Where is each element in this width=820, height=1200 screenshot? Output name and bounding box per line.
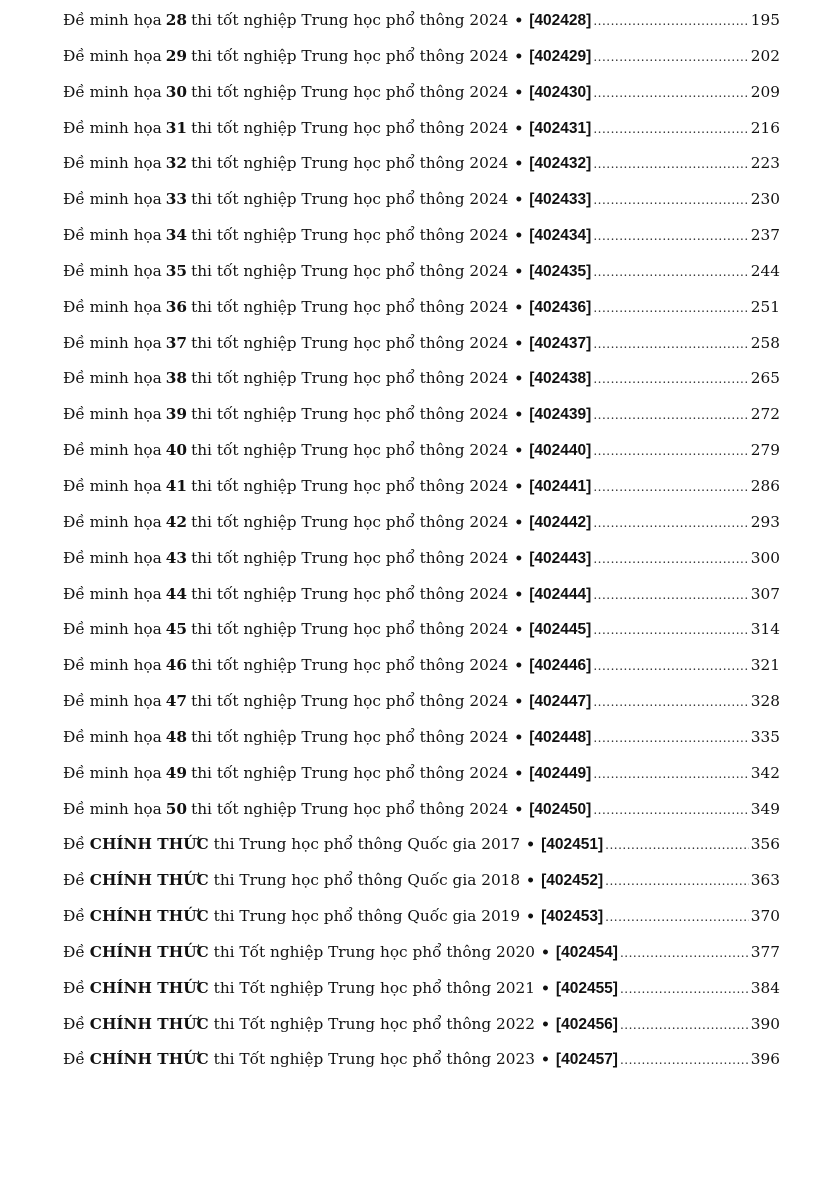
toc-entry-number: 49 <box>165 763 188 782</box>
dot-leader <box>593 45 748 70</box>
toc-entry[interactable] <box>63 689 780 725</box>
toc-entry-code: [402446] <box>529 657 592 675</box>
toc-entry-code: [402456] <box>555 1015 618 1033</box>
toc-entry[interactable] <box>63 116 780 152</box>
dot-leader <box>593 332 748 357</box>
toc-entry-number: CHÍNH THỨC <box>89 907 209 926</box>
dot-leader <box>593 9 748 34</box>
toc-entry-number: 30 <box>165 82 188 101</box>
toc-entry[interactable] <box>63 653 780 689</box>
toc-entry-code: [402441] <box>529 477 592 495</box>
toc-entry-prefix: Đề minh họa <box>63 656 162 675</box>
toc-entry-page: 390 <box>750 1014 780 1033</box>
toc-entry-title: thi tốt nghiệp Trung học phổ thông 2024 <box>191 763 509 782</box>
toc-entry-code: [402454] <box>555 943 618 961</box>
toc-entry-code: [402445] <box>529 621 592 639</box>
toc-entry-code: [402435] <box>529 262 592 280</box>
toc-entry-title: thi tốt nghiệp Trung học phổ thông 2024 <box>191 441 509 460</box>
toc-entry-code: [402455] <box>555 979 618 997</box>
dot-leader <box>593 152 748 177</box>
toc-entry-code: [402447] <box>529 693 592 711</box>
bullet-separator: • <box>514 407 524 424</box>
toc-entry-prefix: Đề minh họa <box>63 297 162 316</box>
toc-entry-prefix: Đề <box>63 907 85 926</box>
dot-leader <box>593 475 748 500</box>
bullet-separator: • <box>514 192 524 209</box>
toc-entry-code: [402432] <box>529 155 592 173</box>
toc-entry-prefix: Đề minh họa <box>63 476 162 495</box>
toc-entry-code: [402439] <box>529 406 592 424</box>
toc-entry-number: 41 <box>165 476 188 495</box>
toc-entry-page: 279 <box>750 441 780 460</box>
toc-entry-number: 37 <box>165 333 188 352</box>
toc-entry-prefix: Đề minh họa <box>63 226 162 245</box>
toc-entry[interactable] <box>63 366 780 402</box>
dot-leader <box>620 1013 749 1038</box>
toc-entry[interactable] <box>63 474 780 510</box>
toc-entry[interactable] <box>63 582 780 618</box>
toc-entry-number: CHÍNH THỨC <box>89 942 209 961</box>
toc-entry-code: [402453] <box>541 908 604 926</box>
toc-entry-number: 48 <box>165 727 188 746</box>
toc-entry[interactable] <box>63 1012 780 1048</box>
toc-entry-title: thi tốt nghiệp Trung học phổ thông 2024 <box>191 46 509 65</box>
dot-leader <box>593 188 748 213</box>
toc-entry[interactable] <box>63 617 780 653</box>
bullet-separator: • <box>514 443 524 460</box>
toc-entry-page: 216 <box>750 118 780 137</box>
toc-entry[interactable] <box>63 223 780 259</box>
toc-entry-prefix: Đề minh họa <box>63 620 162 639</box>
toc-entry-page: 342 <box>750 763 780 782</box>
toc-entry-code: [402428] <box>529 12 592 29</box>
toc-entry-page: 321 <box>750 656 780 675</box>
toc-entry-number: 39 <box>165 405 188 424</box>
toc-entry-prefix: Đề minh họa <box>63 190 162 209</box>
toc-entry-title: thi Trung học phổ thông Quốc gia 2018 <box>213 871 521 890</box>
dot-leader <box>593 762 748 787</box>
toc-entry-title: thi Tốt nghiệp Trung học phổ thông 2020 <box>213 942 535 961</box>
bullet-separator: • <box>514 550 524 567</box>
toc-entry-prefix: Đề minh họa <box>63 727 162 746</box>
toc-entry-title: thi tốt nghiệp Trung học phổ thông 2024 <box>191 620 509 639</box>
toc-entry-title: thi tốt nghiệp Trung học phổ thông 2024 <box>191 476 509 495</box>
toc-entry-code: [402431] <box>529 119 592 137</box>
toc-entry-code: [402437] <box>529 334 592 352</box>
toc-entry-code: [402451] <box>541 836 604 854</box>
dot-leader <box>593 296 748 321</box>
toc-entry-number: 33 <box>165 190 188 209</box>
toc-entry[interactable] <box>63 44 780 80</box>
bullet-separator: • <box>540 980 550 997</box>
bullet-separator: • <box>540 1052 550 1069</box>
dot-leader <box>593 403 748 428</box>
toc-entry-prefix: Đề minh họa <box>63 46 162 65</box>
toc-entry-prefix: Đề minh họa <box>63 11 162 29</box>
dot-leader <box>593 511 748 536</box>
toc-entry-page: 349 <box>750 799 780 818</box>
toc-entry-code: [402444] <box>529 585 592 603</box>
toc-entry-prefix: Đề minh họa <box>63 441 162 460</box>
dot-leader <box>593 367 748 392</box>
toc-entry[interactable] <box>63 331 780 367</box>
bullet-separator: • <box>514 228 524 245</box>
toc-entry-prefix: Đề minh họa <box>63 548 162 567</box>
dot-leader <box>605 833 749 858</box>
bullet-separator: • <box>514 371 524 388</box>
toc-entry-title: thi Tốt nghiệp Trung học phổ thông 2023 <box>213 1050 535 1069</box>
toc-entry-page: 335 <box>750 727 780 746</box>
bullet-separator: • <box>514 263 524 280</box>
toc-entry-number: 32 <box>165 154 188 173</box>
dot-leader <box>593 81 748 106</box>
bullet-separator: • <box>514 156 524 173</box>
bullet-separator: • <box>514 299 524 316</box>
toc-entry-code: [402449] <box>529 764 592 782</box>
toc-entry-page: 272 <box>750 405 780 424</box>
toc-entry-title: thi tốt nghiệp Trung học phổ thông 2024 <box>191 226 509 245</box>
toc-entry-number: CHÍNH THỨC <box>89 978 209 997</box>
toc-entry-page: 363 <box>750 871 780 890</box>
toc-entry[interactable] <box>63 546 780 582</box>
toc-entry-code: [402442] <box>529 513 592 531</box>
toc-entry-number: 45 <box>165 620 188 639</box>
toc-entry-page: 244 <box>750 261 780 280</box>
toc-entry[interactable] <box>63 1047 780 1083</box>
toc-entry-prefix: Đề minh họa <box>63 405 162 424</box>
toc-entry-code: [402429] <box>529 47 592 65</box>
toc-entry-number: 47 <box>165 692 188 711</box>
toc-entry-page: 396 <box>750 1050 780 1069</box>
toc-entry-title: thi tốt nghiệp Trung học phổ thông 2024 <box>191 118 509 137</box>
toc-entry-code: [402450] <box>529 800 592 818</box>
toc-entry[interactable] <box>63 402 780 438</box>
toc-entry[interactable] <box>63 868 780 904</box>
toc-entry-number: CHÍNH THỨC <box>89 835 209 854</box>
dot-leader <box>593 618 748 643</box>
toc-entry-title: thi Tốt nghiệp Trung học phổ thông 2022 <box>213 1014 535 1033</box>
toc-entry-number: 46 <box>165 656 188 675</box>
toc-entry-page: 384 <box>750 978 780 997</box>
bullet-separator: • <box>514 586 524 603</box>
toc-entry-page: 209 <box>750 82 780 101</box>
toc-entry-title: thi tốt nghiệp Trung học phổ thông 2024 <box>191 297 509 316</box>
toc-entry-title: thi tốt nghiệp Trung học phổ thông 2024 <box>191 11 509 29</box>
toc-entry-code: [402440] <box>529 442 592 460</box>
toc-entry-number: 42 <box>165 512 188 531</box>
toc-entry-page: 237 <box>750 226 780 245</box>
dot-leader <box>593 690 748 715</box>
toc-entry-code: [402438] <box>529 370 592 388</box>
toc-entry[interactable] <box>63 725 780 761</box>
toc-entry-number: 40 <box>165 441 188 460</box>
toc-entry-code: [402448] <box>529 728 592 746</box>
toc-entry-prefix: Đề <box>63 942 85 961</box>
dot-leader <box>593 726 748 751</box>
bullet-separator: • <box>514 622 524 639</box>
toc-entry-prefix: Đề minh họa <box>63 82 162 101</box>
toc-entry-number: 43 <box>165 548 188 567</box>
dot-leader <box>593 439 748 464</box>
toc-entry-code: [402430] <box>529 83 592 101</box>
toc-entry-page: 293 <box>750 512 780 531</box>
toc-entry-title: thi tốt nghiệp Trung học phổ thông 2024 <box>191 548 509 567</box>
toc-entry-prefix: Đề minh họa <box>63 369 162 388</box>
toc-entry-page: 223 <box>750 154 780 173</box>
toc-entry-code: [402433] <box>529 191 592 209</box>
toc-entry-title: thi tốt nghiệp Trung học phổ thông 2024 <box>191 692 509 711</box>
toc-entry-number: 28 <box>165 11 188 29</box>
toc-entry-number: 44 <box>165 584 188 603</box>
toc-entry-prefix: Đề minh họa <box>63 512 162 531</box>
toc-entry[interactable] <box>63 761 780 797</box>
toc-entry-prefix: Đề <box>63 978 85 997</box>
toc-entry-prefix: Đề <box>63 1050 85 1069</box>
toc-entry-prefix: Đề minh họa <box>63 799 162 818</box>
toc-entry-number: CHÍNH THỨC <box>89 871 209 890</box>
bullet-separator: • <box>514 478 524 495</box>
toc-entry-page: 356 <box>750 835 780 854</box>
toc-entry[interactable] <box>63 80 780 116</box>
toc-entry[interactable] <box>63 976 780 1012</box>
bullet-separator: • <box>514 801 524 818</box>
toc-entry-number: CHÍNH THỨC <box>89 1050 209 1069</box>
toc-entry-page: 300 <box>750 548 780 567</box>
toc-entry-number: 31 <box>165 118 188 137</box>
dot-leader <box>593 654 748 679</box>
toc-entry-title: thi tốt nghiệp Trung học phổ thông 2024 <box>191 799 509 818</box>
toc-entry-prefix: Đề minh họa <box>63 692 162 711</box>
toc-entry[interactable] <box>63 940 780 976</box>
dot-leader <box>593 547 748 572</box>
dot-leader <box>620 1048 749 1073</box>
bullet-separator: • <box>514 84 524 101</box>
toc-entry-title: thi tốt nghiệp Trung học phổ thông 2024 <box>191 727 509 746</box>
toc-entry-code: [402436] <box>529 298 592 316</box>
toc-entry[interactable] <box>63 797 780 833</box>
toc-entry-number: 35 <box>165 261 188 280</box>
toc-entry-title: thi tốt nghiệp Trung học phổ thông 2024 <box>191 656 509 675</box>
bullet-separator: • <box>526 909 536 926</box>
dot-leader <box>593 798 748 823</box>
toc-entry[interactable] <box>63 295 780 331</box>
toc-entry-code: [402434] <box>529 227 592 245</box>
toc-entry-number: 50 <box>165 799 188 818</box>
toc-entry-code: [402443] <box>529 549 592 567</box>
toc-entry-number: 34 <box>165 226 188 245</box>
bullet-separator: • <box>514 694 524 711</box>
dot-leader <box>620 941 749 966</box>
table-of-contents <box>63 8 780 1083</box>
toc-entry-page: 314 <box>750 620 780 639</box>
toc-entry-number: CHÍNH THỨC <box>89 1014 209 1033</box>
toc-entry-title: thi tốt nghiệp Trung học phổ thông 2024 <box>191 369 509 388</box>
toc-entry[interactable] <box>63 151 780 187</box>
toc-entry-title: thi tốt nghiệp Trung học phổ thông 2024 <box>191 512 509 531</box>
bullet-separator: • <box>514 658 524 675</box>
toc-entry-title: thi tốt nghiệp Trung học phổ thông 2024 <box>191 333 509 352</box>
toc-entry-page: 265 <box>750 369 780 388</box>
toc-entry-title: thi Trung học phổ thông Quốc gia 2017 <box>213 835 521 854</box>
toc-entry-page: 230 <box>750 190 780 209</box>
bullet-separator: • <box>514 13 524 29</box>
toc-entry-page: 377 <box>750 942 780 961</box>
bullet-separator: • <box>514 48 524 65</box>
toc-entry-title: thi tốt nghiệp Trung học phổ thông 2024 <box>191 405 509 424</box>
toc-entry[interactable] <box>63 259 780 295</box>
toc-entry-page: 195 <box>750 11 780 29</box>
dot-leader <box>620 977 749 1002</box>
toc-entry-prefix: Đề minh họa <box>63 333 162 352</box>
toc-entry-title: thi tốt nghiệp Trung học phổ thông 2024 <box>191 154 509 173</box>
toc-entry[interactable] <box>63 832 780 868</box>
toc-entry-number: 29 <box>165 46 188 65</box>
bullet-separator: • <box>526 837 536 854</box>
toc-entry-prefix: Đề minh họa <box>63 584 162 603</box>
toc-entry[interactable] <box>63 187 780 223</box>
toc-entry-prefix: Đề <box>63 835 85 854</box>
toc-entry-title: thi tốt nghiệp Trung học phổ thông 2024 <box>191 82 509 101</box>
dot-leader <box>593 260 748 285</box>
toc-entry-prefix: Đề <box>63 1014 85 1033</box>
bullet-separator: • <box>514 514 524 531</box>
toc-entry[interactable] <box>63 438 780 474</box>
toc-entry-prefix: Đề minh họa <box>63 763 162 782</box>
toc-entry-page: 328 <box>750 692 780 711</box>
toc-entry-number: 36 <box>165 297 188 316</box>
bullet-separator: • <box>526 873 536 890</box>
bullet-separator: • <box>514 335 524 352</box>
toc-entry-prefix: Đề minh họa <box>63 261 162 280</box>
toc-entry-prefix: Đề <box>63 871 85 890</box>
toc-entry-title: thi tốt nghiệp Trung học phổ thông 2024 <box>191 261 509 280</box>
toc-entry[interactable] <box>63 904 780 940</box>
toc-entry-title: thi tốt nghiệp Trung học phổ thông 2024 <box>191 190 509 209</box>
toc-entry-title: thi Trung học phổ thông Quốc gia 2019 <box>213 907 521 926</box>
toc-entry-page: 307 <box>750 584 780 603</box>
toc-entry-prefix: Đề minh họa <box>63 118 162 137</box>
toc-entry[interactable] <box>63 8 780 44</box>
bullet-separator: • <box>540 944 550 961</box>
dot-leader <box>605 869 749 894</box>
bullet-separator: • <box>514 729 524 746</box>
dot-leader <box>605 905 749 930</box>
toc-entry-page: 202 <box>750 46 780 65</box>
bullet-separator: • <box>540 1016 550 1033</box>
dot-leader <box>593 583 748 608</box>
toc-entry-page: 251 <box>750 297 780 316</box>
toc-entry-page: 258 <box>750 333 780 352</box>
dot-leader <box>593 224 748 249</box>
toc-entry-number: 38 <box>165 369 188 388</box>
bullet-separator: • <box>514 120 524 137</box>
toc-entry-page: 286 <box>750 476 780 495</box>
toc-entry[interactable] <box>63 510 780 546</box>
toc-entry-code: [402457] <box>555 1051 618 1069</box>
toc-entry-title: thi Tốt nghiệp Trung học phổ thông 2021 <box>213 978 535 997</box>
toc-entry-page: 370 <box>750 907 780 926</box>
dot-leader <box>593 117 748 142</box>
toc-entry-prefix: Đề minh họa <box>63 154 162 173</box>
bullet-separator: • <box>514 765 524 782</box>
toc-entry-code: [402452] <box>541 872 604 890</box>
toc-entry-title: thi tốt nghiệp Trung học phổ thông 2024 <box>191 584 509 603</box>
